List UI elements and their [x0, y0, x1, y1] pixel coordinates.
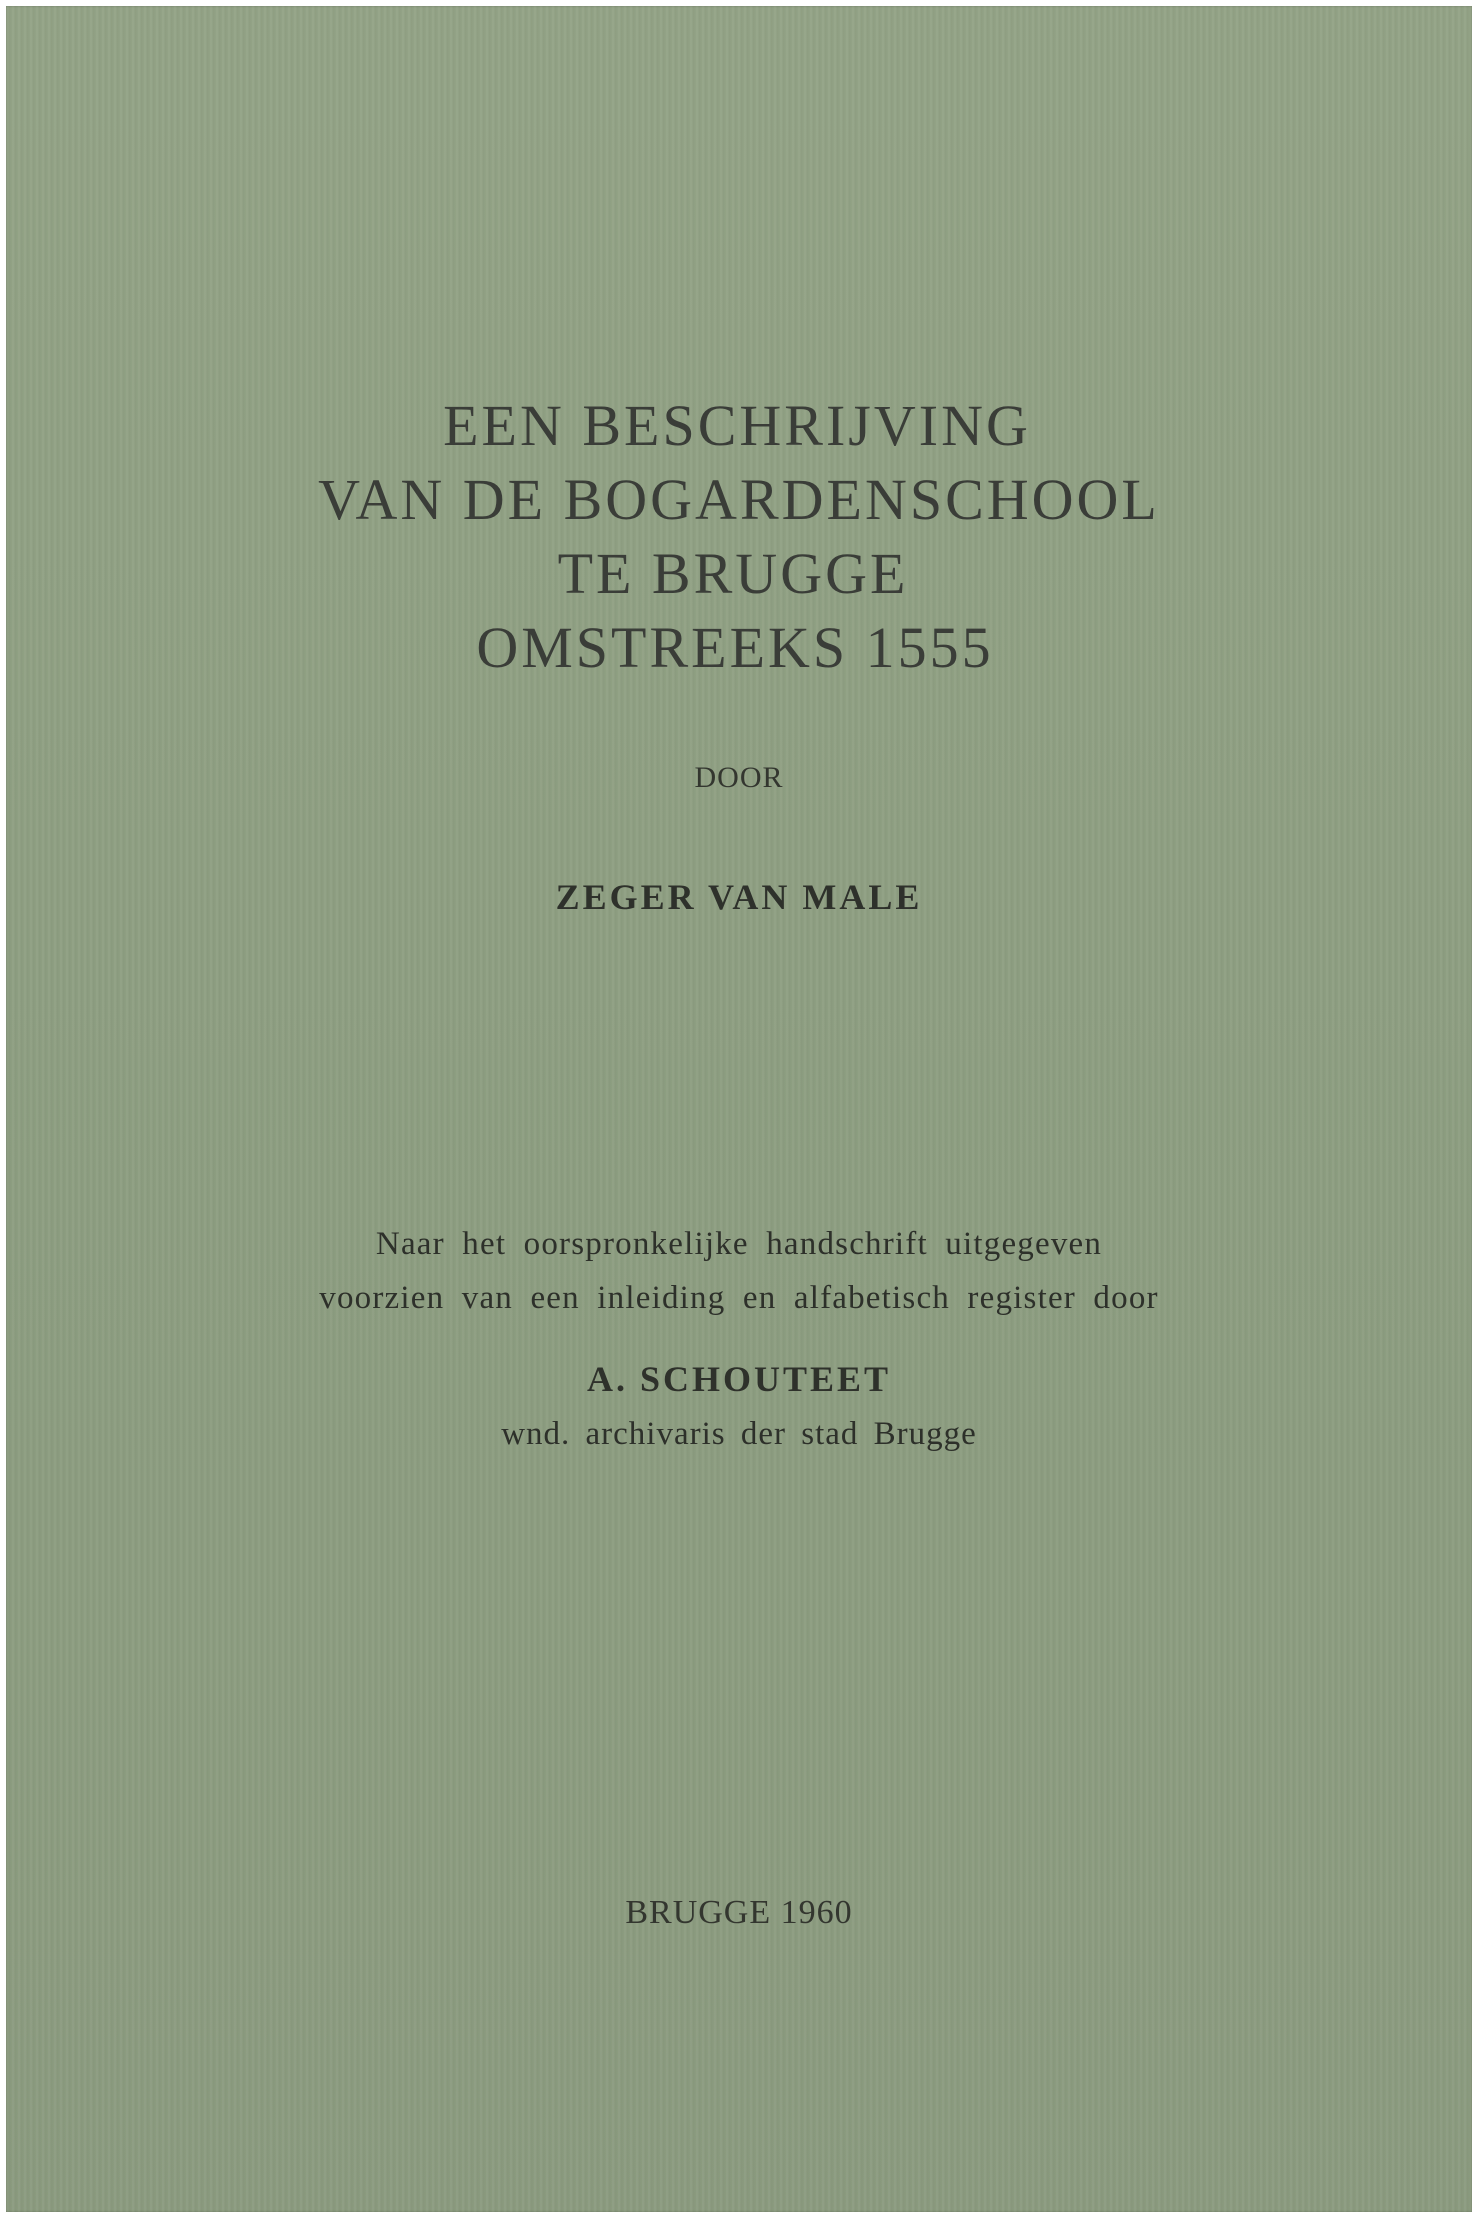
book-cover: [6, 6, 1472, 2212]
title-line-2: VAN DE BOGARDENSCHOOL: [318, 467, 1160, 532]
imprint: BRUGGE 1960: [625, 1894, 853, 1931]
editor-role: wnd. archivaris der stad Brugge: [501, 1416, 977, 1452]
editor-name: A. SCHOUTEET: [586, 1359, 892, 1399]
title-line-3: TE BRUGGE: [557, 541, 909, 606]
subtitle-line-1: Naar het oorspronkelijke handschrift uitgegeven: [375, 1226, 1103, 1262]
title-line-4: OMSTREEKS 1555: [476, 615, 994, 680]
subtitle-line-2: voorzien van een inleiding en alfabetisch register door: [319, 1280, 1159, 1316]
byline-door: DOOR: [694, 761, 784, 794]
title-line-1: EEN BESCHRIJVING: [443, 393, 1031, 458]
author-name: ZEGER VAN MALE: [555, 877, 923, 917]
